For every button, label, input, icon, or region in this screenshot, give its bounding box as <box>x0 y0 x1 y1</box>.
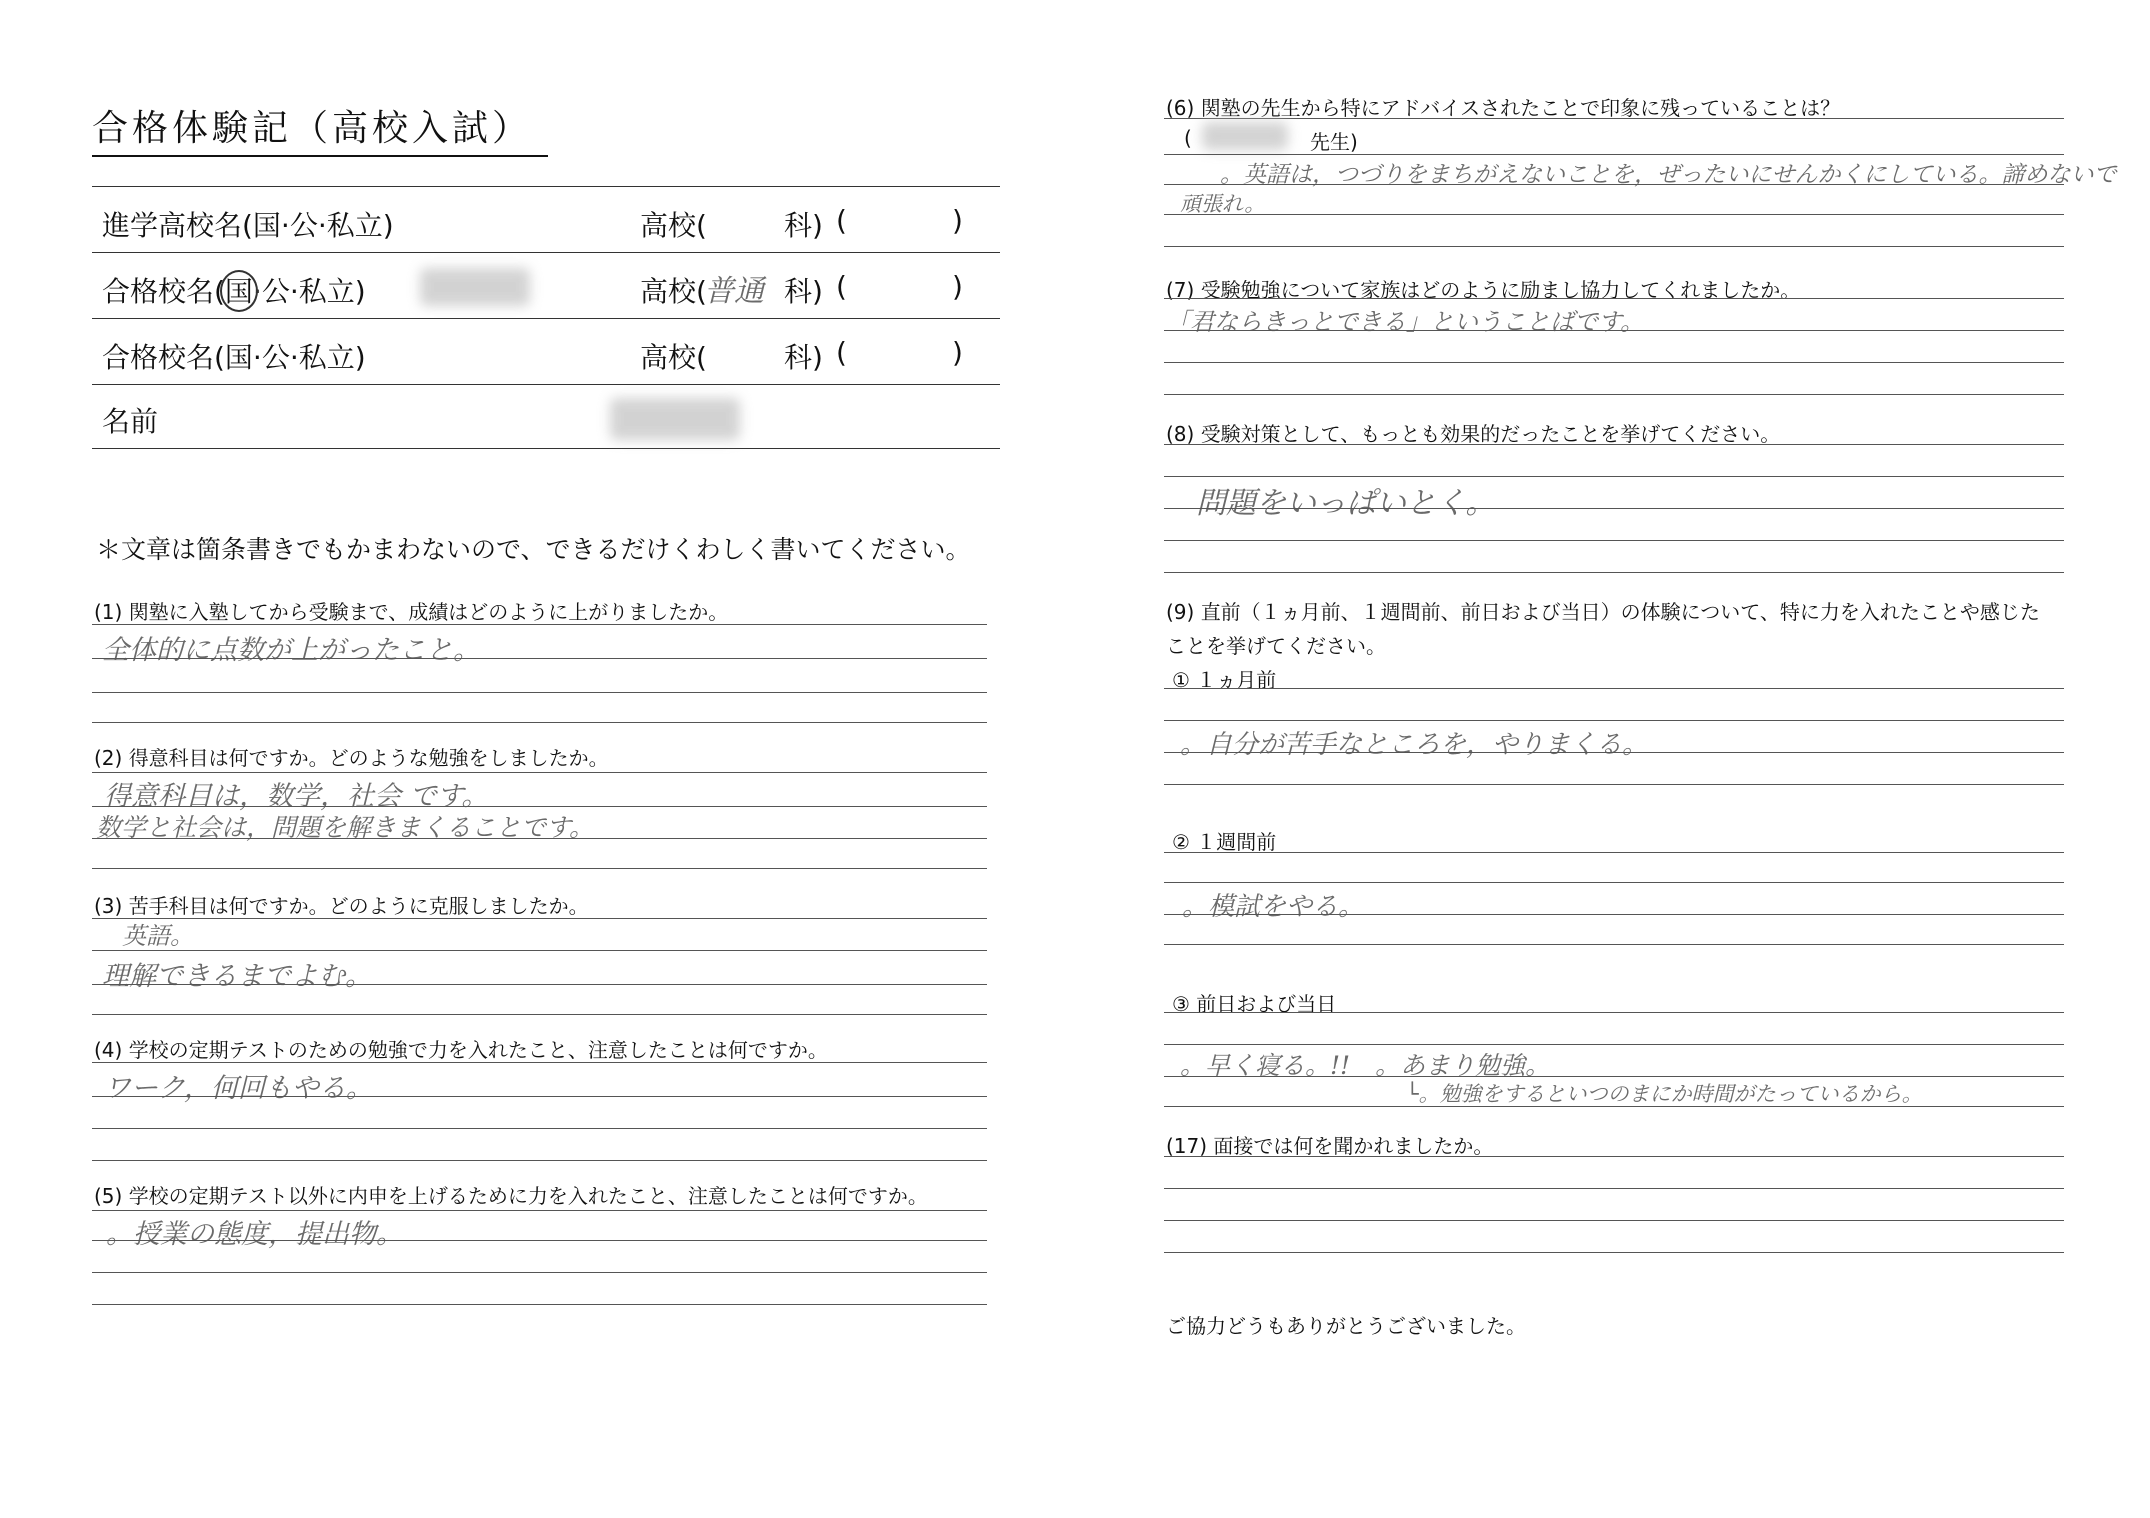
answer-2-line-1: 得意科目は，数学，社会 です。 <box>104 781 489 812</box>
question-9-cont: ことを挙げてください。 <box>1166 634 1386 658</box>
form-title: 合格体験記（高校入試） <box>92 100 548 157</box>
question-1: (1) 関塾に入塾してから受験まで、成績はどのように上がりましたか。 <box>94 600 729 624</box>
answer-3-line-1: 英語。 <box>122 922 194 950</box>
header-rule <box>92 252 1000 253</box>
koko-label: 高校( <box>640 341 707 374</box>
paren-close: ) <box>952 204 963 237</box>
question-9: (9) 直前（１ヵ月前、１週間前、前日および当日）の体験について、特に力を入れたことや感じた <box>1166 600 2040 624</box>
instruction-text: ＊文章は箇条書きでもかまわないので、できるだけくわしく書いてください。 <box>96 535 971 564</box>
closing-text: ご協力どうもありがとうございました。 <box>1166 1314 1526 1338</box>
name-label: 名前 <box>102 405 159 438</box>
answer-1-line-1: 全体的に点数が上がったこと。 <box>102 635 480 666</box>
paren-open: ( <box>836 270 847 303</box>
advance-school-label: 進学高校名(国·公·私立) <box>102 209 394 242</box>
answer-3-line-2: 理解できるまでよむ。 <box>102 961 372 992</box>
paren-open: ( <box>836 336 847 369</box>
ka-label: 科) <box>784 341 823 374</box>
koko-label: 高校( <box>640 209 707 242</box>
answer-9-3-line-2: └。勉強をするといつのまにか時間がたっているから。 <box>1406 1082 1923 1106</box>
answer-9-3-line-1: 。早く寝る。!! 。あまり勉強。 <box>1180 1051 1551 1080</box>
question-3: (3) 苦手科目は何ですか。どのように克服しましたか。 <box>94 894 589 918</box>
answer-2-line-2: 数学と社会は，問題を解きまくることです。 <box>96 813 595 842</box>
sub-1-week: ② １週間前 <box>1172 830 1277 854</box>
q6-paren-open: ( <box>1184 126 1192 150</box>
question-17: (17) 面接では何を聞かれましたか。 <box>1166 1134 1494 1158</box>
question-5: (5) 学校の定期テスト以外に内申を上げるために力を入れたこと、注意したことは何ですか。 <box>94 1184 928 1208</box>
paren-close: ) <box>952 270 963 303</box>
sub-day-before: ③ 前日および当日 <box>1172 992 1337 1016</box>
answer-9-2: 。模試をやる。 <box>1182 892 1365 922</box>
koko-label: 高校( <box>640 275 707 308</box>
ka-label: 科) <box>784 209 823 242</box>
paren-close: ) <box>952 336 963 369</box>
question-6: (6) 関塾の先生から特にアドバイスされたことで印象に残っていることは？ <box>1166 96 1841 120</box>
ka-label: 科) <box>784 275 823 308</box>
answer-6-line-1: 。英語は，つづりをまちがえないことを，ぜったいにせんかくにしている。諦めないで <box>1220 162 2117 188</box>
redacted-name <box>610 398 740 440</box>
answer-7-line-1: 「君ならきっとできる」ということばです。 <box>1166 308 1645 336</box>
redacted-school-name <box>420 268 530 306</box>
answer-8-line-1: 問題をいっぱいとく。 <box>1196 486 1496 521</box>
passed-school-label: 合格校名(国·公·私立) <box>102 275 366 308</box>
q6-teacher-label: 先生) <box>1310 130 1358 154</box>
answer-4-line-1: ワーク，何回もやる。 <box>104 1073 373 1104</box>
redacted-teacher-name <box>1202 122 1288 150</box>
passed-school-label-2: 合格校名(国·公·私立) <box>102 341 366 374</box>
public-circle-mark <box>220 270 258 312</box>
course-handwritten: 普通 <box>704 274 764 309</box>
sub-1-month: ① １ヵ月前 <box>1172 668 1277 692</box>
header-rule-top <box>92 186 1000 187</box>
question-2: (2) 得意科目は何ですか。どのような勉強をしましたか。 <box>94 746 609 770</box>
question-4: (4) 学校の定期テストのための勉強で力を入れたこと、注意したことは何ですか。 <box>94 1038 828 1062</box>
answer-5-line-1: 。授業の態度，提出物。 <box>106 1219 403 1250</box>
header-rule <box>92 318 1000 319</box>
paren-open: ( <box>836 204 847 237</box>
header-rule-bottom <box>92 448 1000 449</box>
answer-9-1: 。自分が苦手なところを，やりまくる。 <box>1180 730 1649 760</box>
question-7: (7) 受験勉強について家族はどのように励まし協力してくれましたか。 <box>1166 278 1801 302</box>
question-8: (8) 受験対策として、もっとも効果的だったことを挙げてください。 <box>1166 422 1781 446</box>
answer-6-line-2: 頑張れ。 <box>1180 192 1266 216</box>
header-rule <box>92 384 1000 385</box>
